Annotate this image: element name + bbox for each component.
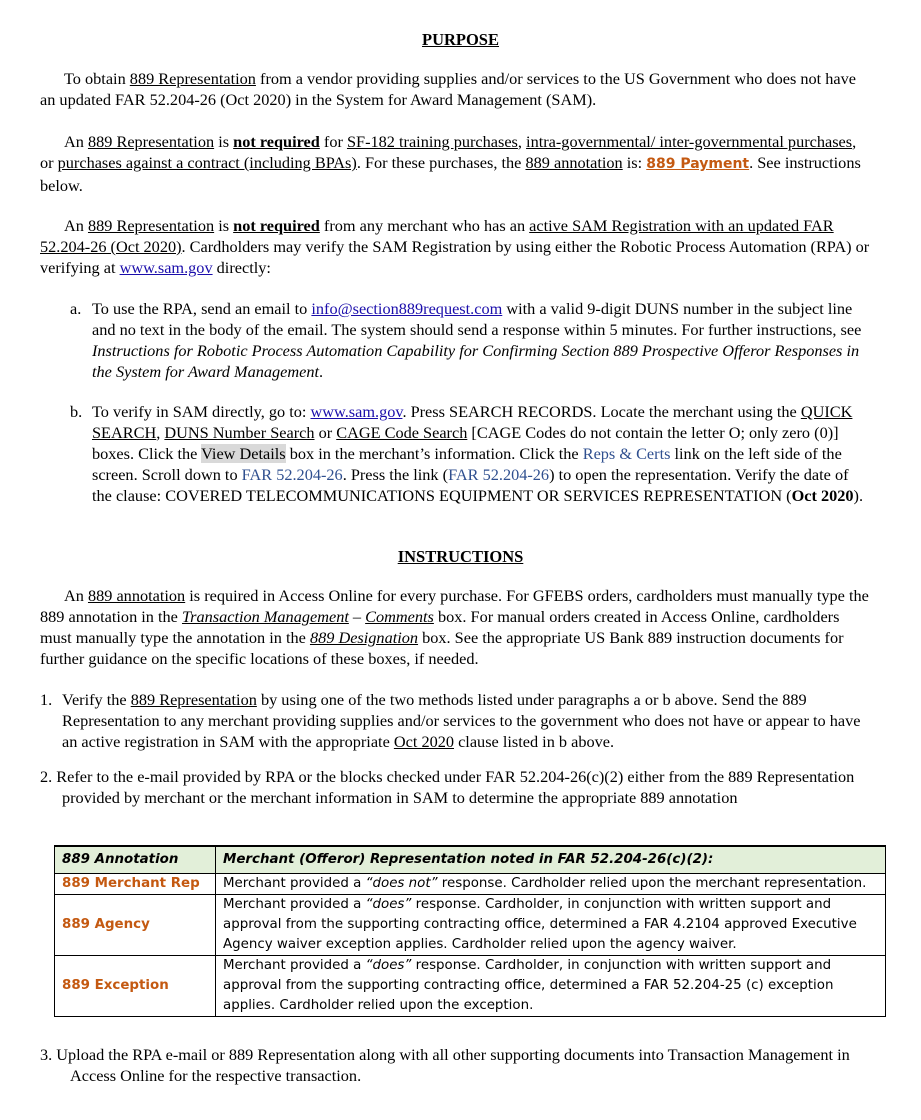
instructions-paragraph <box>40 585 870 669</box>
underlined-term: 889 Representation <box>129 69 256 88</box>
text: box. See the appropriate US Bank 889 instruction documents for further guidance on the specific locations of these boxes, if needed. <box>40 628 844 668</box>
text: Verify the <box>62 690 131 709</box>
annotation-cell: 889 Merchant Rep <box>55 874 216 895</box>
text: , or <box>40 132 857 172</box>
annotation-cell: 889 Agency <box>55 895 216 956</box>
text: . For these purchases, the <box>356 153 526 172</box>
annotation-table <box>54 845 886 1017</box>
text: from a vendor providing supplies and/or services to the US Government who does not have an updated FAR 52.204-26 (Oct 2020) in the System for Award Management (SAM). <box>40 69 856 109</box>
text: from any merchant who has an <box>319 216 530 235</box>
underlined-term: CAGE Code Search <box>336 423 468 442</box>
underlined-term: intra-governmental/ inter-governmental purchases <box>526 132 853 151</box>
text: link on the left side of the screen. Scroll down to <box>92 444 842 484</box>
text: response. Cardholder, in conjunction with written support and approval from the supporting contracting office, determined a FAR 52.204-25 (c) exception applies. Cardholder relied upon the exception. <box>223 958 834 1013</box>
text: To obtain <box>64 69 130 88</box>
text: An <box>64 132 88 151</box>
text: . Press SEARCH RECORDS. Locate the merchant using the <box>402 402 801 421</box>
text: . <box>319 362 324 381</box>
far-clause-term: FAR 52.204-26 <box>448 465 550 484</box>
underlined-term: 889 Representation <box>87 132 215 151</box>
table-row <box>55 895 886 956</box>
italic-term: “does” <box>365 958 412 973</box>
italic-term: “does” <box>365 897 412 912</box>
annotation-cell: 889 Exception <box>55 956 216 1017</box>
text: . Cardholders may verify the SAM Registration by using either the Robotic Process Automation (RPA) or verifying at <box>40 237 870 277</box>
instructions-heading: INSTRUCTIONS <box>397 547 524 566</box>
table-header: 889 Annotation <box>55 846 216 874</box>
description-cell <box>216 956 886 1017</box>
sam-gov-link[interactable]: www.sam.gov <box>119 258 213 277</box>
step-2-text: 2. Refer to the e-mail provided by RPA or the blocks checked under FAR 52.204-26(c)(2) either from the 889 Representation provided by merchant or the merchant information in SAM to determine the appropriate 889 annotation <box>40 767 855 807</box>
email-link[interactable]: info@section889request.com <box>311 299 503 318</box>
italic-reference: Instructions for Robotic Process Automation Capability for Confirming Section 889 Prospective Offeror Responses in the System for Award Management <box>92 341 860 381</box>
list-marker: b. <box>70 402 83 421</box>
text: ) to open the representation. Verify the date of the clause: COVERED TELECOMMUNICATIONS EQUIPMENT OR SERVICES REPRESENTATION ( <box>92 465 849 505</box>
underlined-term: QUICK SEARCH <box>92 402 853 442</box>
text: An <box>64 216 88 235</box>
text: – <box>348 607 366 626</box>
text: is: <box>622 153 647 172</box>
purpose-heading: PURPOSE <box>421 30 499 49</box>
text: ). <box>853 486 864 505</box>
bold-term: not required <box>233 216 320 235</box>
sam-gov-link[interactable]: www.sam.gov <box>310 402 403 421</box>
italic-term: Transaction Management <box>181 607 349 626</box>
table-header-row <box>55 846 886 874</box>
italic-term: 889 Designation <box>309 628 419 647</box>
far-clause-term: FAR 52.204-26 <box>241 465 343 484</box>
text: for <box>319 132 347 151</box>
step-1 <box>40 689 870 752</box>
underlined-term: DUNS Number Search <box>164 423 315 442</box>
purpose-paragraph-2 <box>40 131 870 196</box>
underlined-term: active SAM Registration with an updated FAR 52.204-26 (Oct 2020) <box>40 216 834 256</box>
text: is required in Access Online for every purchase. For GFEBS orders, cardholders must manually type the 889 annotation in the <box>40 586 869 626</box>
text: . Press the link ( <box>342 465 449 484</box>
underlined-term: purchases against a contract (including BPAs) <box>57 153 357 172</box>
text: clause listed in b above. <box>454 732 615 751</box>
description-cell <box>216 874 886 895</box>
bold-term: Oct 2020 <box>791 486 854 505</box>
underlined-term: 889 Representation <box>130 690 257 709</box>
table-row <box>55 956 886 1017</box>
step-3-text: 3. Upload the RPA e-mail or 889 Representation along with all other supporting documents into Transaction Management in Access Online for the respective transaction. <box>40 1045 850 1085</box>
underlined-term: Oct 2020 <box>393 732 455 751</box>
text: by using one of the two methods listed under paragraphs a or b above. Send the 889 Representation to any merchant providing supplies and/or services to the government who does not have or appear to have an active registration in SAM with the appropriate <box>62 690 861 751</box>
text: or <box>314 423 337 442</box>
annotation-889-payment: 889 Payment <box>646 156 750 172</box>
underlined-term: SF-182 training purchases <box>346 132 518 151</box>
underlined-term: 889 annotation <box>87 586 186 605</box>
text: with a valid 9-digit DUNS number in the subject line and no text in the body of the email. The system should send a response within 5 minutes. For further instructions, see <box>92 299 862 339</box>
step-2 <box>40 766 870 808</box>
text: To verify in SAM directly, go to: <box>92 402 311 421</box>
highlighted-term: View Details <box>201 444 286 463</box>
text: , <box>156 423 165 442</box>
text: , <box>517 132 527 151</box>
italic-term: “does not” <box>365 876 438 891</box>
text: response. Cardholder, in conjunction with written support and approval from the supporting contracting office, determined a FAR 4.2104 approved Executive Agency waiver exception applies. Cardholder relied upon the agency waiver. <box>223 897 857 952</box>
text: is <box>214 132 234 151</box>
text: box. For manual orders created in Access Online, cardholders must manually type the annotation in the <box>40 607 840 647</box>
purpose-paragraph-3 <box>40 215 870 278</box>
list-marker: 1. <box>40 690 53 709</box>
table-header: Merchant (Offeror) Representation noted in FAR 52.204-26(c)(2): <box>216 846 886 874</box>
italic-term: Comments <box>365 607 434 626</box>
text: Merchant provided a <box>223 876 366 891</box>
list-item-a <box>70 298 870 382</box>
underlined-term: 889 annotation <box>525 153 623 172</box>
reps-certs-term: Reps & Certs <box>582 444 671 463</box>
bold-term: not required <box>233 132 320 151</box>
text: To use the RPA, send an email to <box>92 299 312 318</box>
text: Merchant provided a <box>223 958 366 973</box>
text: box in the merchant’s information. Click the <box>285 444 583 463</box>
table-row <box>55 874 886 895</box>
text: response. Cardholder relied upon the merchant representation. <box>437 876 867 891</box>
text: directly: <box>212 258 271 277</box>
text: Merchant provided a <box>223 897 366 912</box>
step-3 <box>40 1044 870 1086</box>
description-cell <box>216 895 886 956</box>
underlined-term: 889 Representation <box>87 216 215 235</box>
list-item-b <box>70 401 870 506</box>
purpose-paragraph-1 <box>40 68 870 110</box>
text: is <box>214 216 234 235</box>
text: An <box>64 586 88 605</box>
list-marker: a. <box>70 299 82 318</box>
text: [CAGE Codes do not contain the letter O; only zero (0)] boxes. Click the <box>92 423 839 463</box>
text: . See instructions below. <box>40 153 861 195</box>
